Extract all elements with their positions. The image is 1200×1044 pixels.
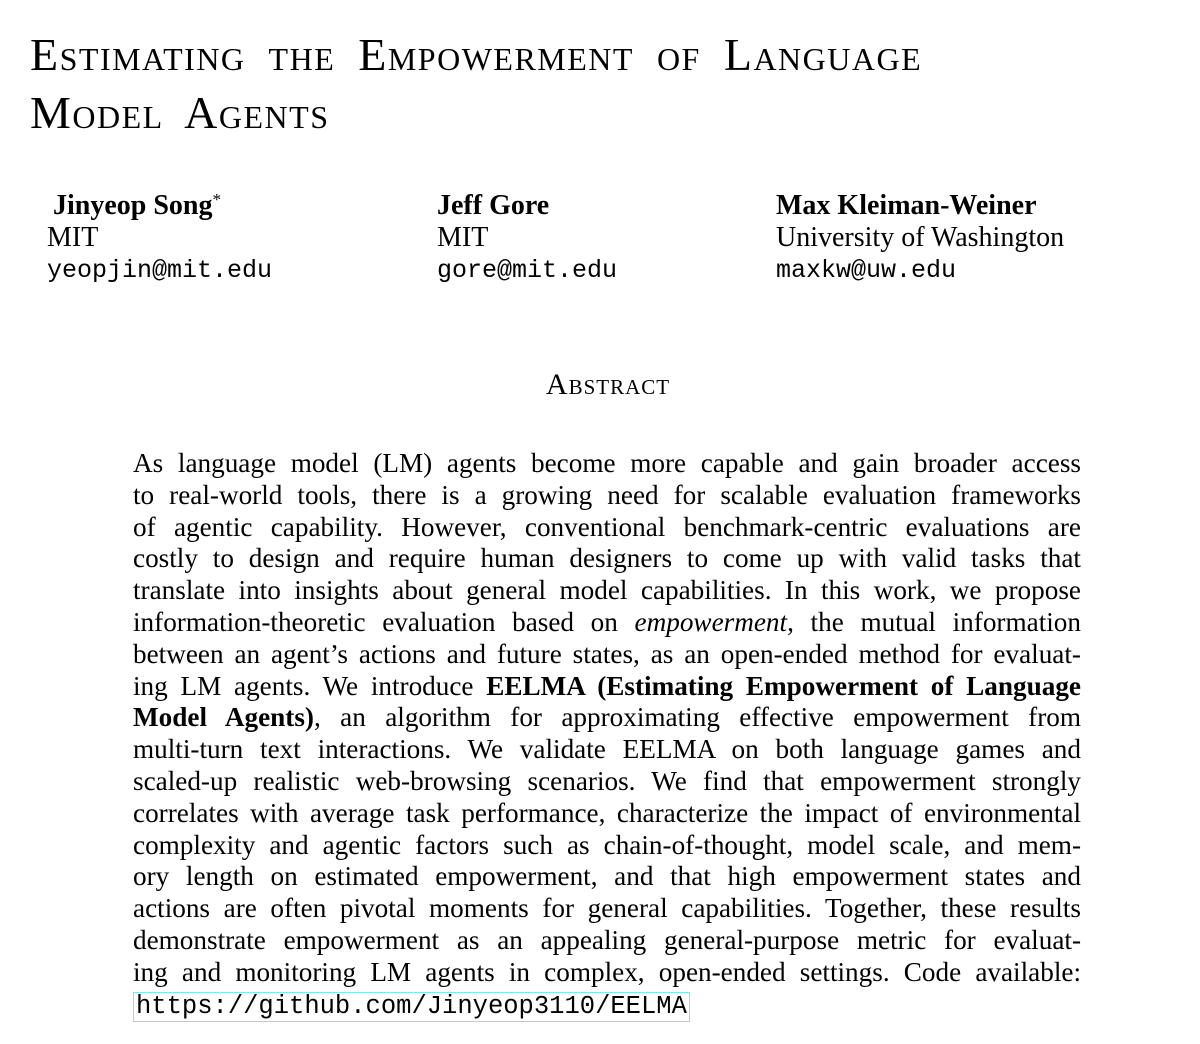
author-affiliation: MIT — [47, 222, 99, 253]
abstract-text: information-theoretic evaluation based on — [133, 606, 635, 637]
abstract-line: ing and monitoring LM agents in complex, open-ended settings. Code available: — [133, 956, 1081, 987]
abstract-line: scaled-up realistic web-browsing scenarios. We find that empowerment strongly — [133, 765, 1081, 796]
abstract-line — [133, 702, 1081, 734]
abstract-line: demonstrate empowerment as an appealing general-purpose metric for evaluat- — [133, 924, 1081, 955]
author-name — [53, 190, 272, 222]
abstract-line: actions are often pivotal moments for general capabilities. Together, these results — [133, 893, 1081, 924]
abstract-line: between an agent’s actions and future states, as an open-ended method for evaluat- — [133, 638, 1081, 669]
author-affiliation: MIT — [437, 222, 489, 253]
author-name: Jeff Gore — [437, 190, 550, 221]
abstract-line: costly to design and require human designers to come up with valid tasks that — [133, 543, 1081, 574]
abstract-heading: Abstract — [545, 368, 671, 401]
paper-title-line-2: Model Agents — [30, 87, 330, 138]
author-name-text: Jinyeop Song — [53, 190, 213, 221]
abstract-emphasis: empowerment — [634, 606, 788, 637]
author-affiliation: University of Washington — [776, 222, 1065, 253]
abstract-bold: EELMA (Estimating Empowerment of Language — [486, 670, 1081, 701]
abstract-line: complexity and agentic factors such as chain-of-thought, model scale, and mem- — [133, 829, 1081, 860]
abstract-line: As language model (LM) agents become more capable and gain broader access — [133, 448, 1081, 478]
author-block — [47, 190, 272, 288]
abstract-line: multi-turn text interactions. We validate EELMA on both language games and — [133, 734, 1081, 765]
author-footnote-mark: * — [212, 190, 221, 209]
author-block — [776, 190, 1064, 288]
paper-title — [30, 26, 1190, 142]
abstract-line — [133, 607, 1081, 639]
abstract-line: translate into insights about general model capabilities. In this work, we propose — [133, 575, 1081, 606]
author-name: Max Kleiman-Weiner — [776, 190, 1037, 221]
abstract-line — [133, 671, 1081, 703]
paper-title-line-1: Estimating the Empowerment of Language — [30, 29, 923, 80]
abstract-line: of agentic capability. However, conventional benchmark-centric evaluations are — [133, 511, 1081, 542]
abstract-text: ing LM agents. We introduce — [133, 670, 487, 701]
abstract-bold: Model Agents) — [133, 702, 314, 733]
abstract-text: , the mutual information — [787, 606, 1081, 637]
author-email: gore@mit.edu — [437, 256, 618, 285]
abstract-line: to real-world tools, there is a growing need for scalable evaluation frameworks — [133, 479, 1081, 510]
author-email: yeopjin@mit.edu — [47, 256, 273, 285]
author-email: maxkw@uw.edu — [776, 256, 957, 285]
abstract-line — [133, 989, 1081, 1022]
author-block — [437, 190, 617, 288]
abstract-line: correlates with average task performance, characterize the impact of environmental — [133, 797, 1081, 828]
abstract-body — [133, 448, 1081, 1022]
abstract-line: ory length on estimated empowerment, and that high empowerment states and — [133, 861, 1081, 892]
abstract-text: , an algorithm for approximating effective empowerment from — [313, 702, 1081, 733]
code-link[interactable]: https://github.com/Jinyeop3110/EELMA — [133, 992, 690, 1022]
